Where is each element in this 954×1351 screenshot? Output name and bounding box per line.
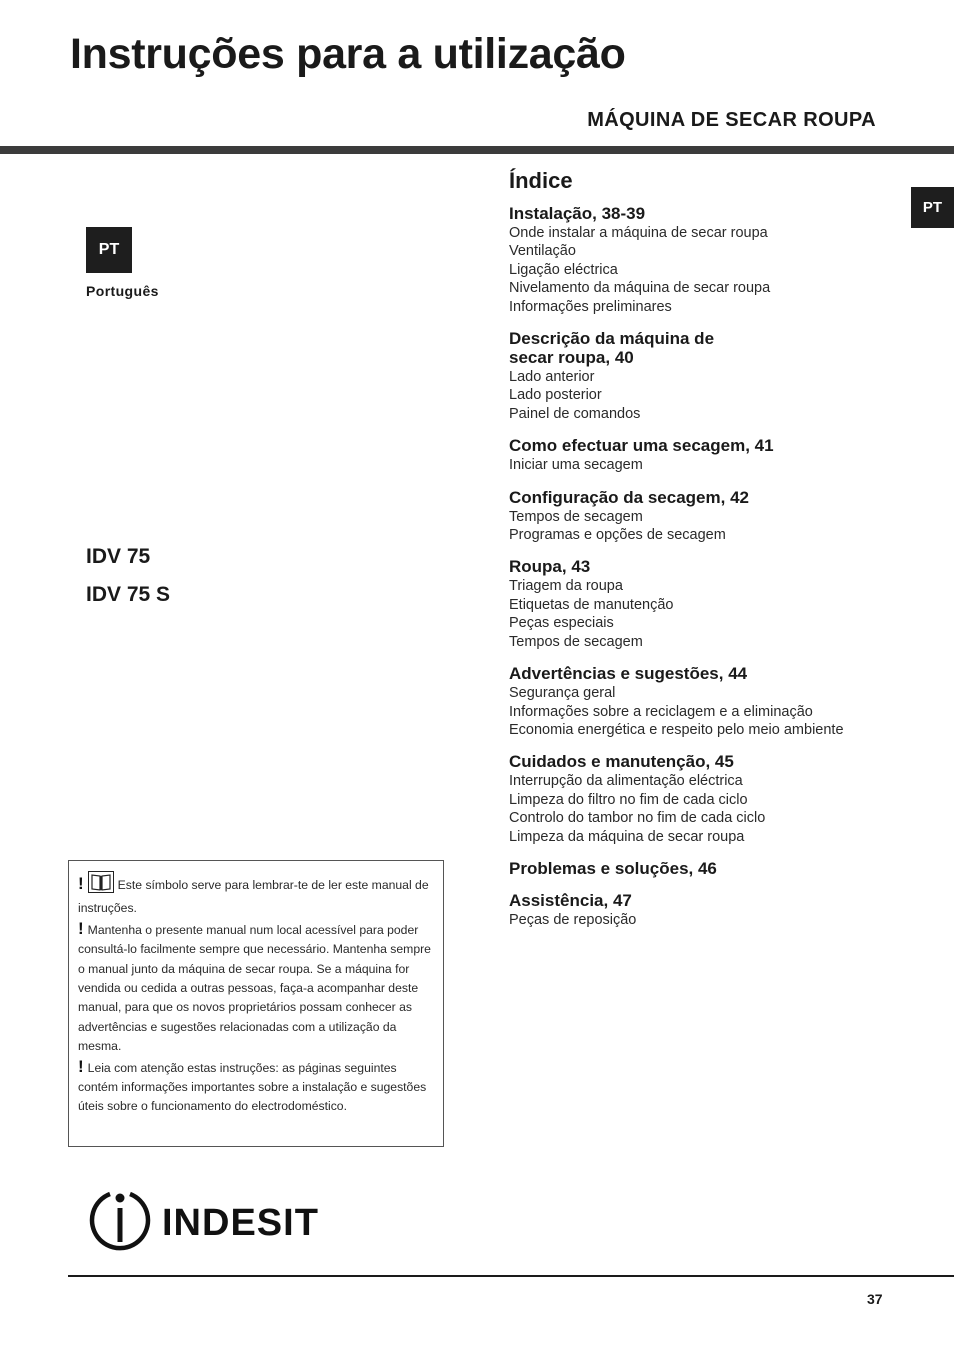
notice-text: Este símbolo serve para lembrar-te de ler este manual de instruções. bbox=[78, 878, 429, 916]
toc-section-title: Cuidados e manutenção, 45 bbox=[509, 752, 734, 772]
toc-item: Limpeza do filtro no fim de cada ciclo bbox=[509, 791, 748, 808]
toc-section-title: Roupa, 43 bbox=[509, 557, 591, 577]
notice-box bbox=[68, 860, 444, 1147]
toc-section bbox=[509, 329, 889, 423]
toc-section bbox=[509, 752, 889, 846]
toc-section bbox=[509, 488, 889, 545]
language-side-tab: PT bbox=[911, 187, 954, 228]
notice-text: Leia com atenção estas instruções: as páginas seguintes contém informações importantes sobre a instalação e sugestões úteis sobre o funcionamento do electrodoméstico. bbox=[78, 1060, 427, 1114]
toc-item: Peças especiais bbox=[509, 615, 614, 632]
notice-text: Mantenha o presente manual num local acessível para poder consultá-lo facilmente sempre que necessário. Mantenha sempre o manual junto da máquina de secar roupa. Se a máquina for vendida ou cedida a outras pessoas, faça-a acompanhar deste manual, para que os novos proprietários possam conhecer as advertências e sugestões relacionadas com a utilização da mesma. bbox=[78, 922, 431, 1054]
logo-text: INDESIT bbox=[162, 1202, 319, 1244]
language-label: Português bbox=[86, 283, 159, 299]
header-divider bbox=[0, 146, 954, 154]
toc-item: Nivelamento da máquina de secar roupa bbox=[509, 280, 771, 297]
book-icon bbox=[88, 871, 114, 899]
toc-section bbox=[509, 204, 889, 316]
exclamation-mark: ! bbox=[78, 874, 84, 893]
toc-section bbox=[509, 859, 889, 878]
page-title: Instruções para a utilização bbox=[70, 30, 626, 78]
toc-item: Painel de comandos bbox=[509, 405, 641, 422]
notice-paragraph bbox=[78, 919, 433, 1057]
toc-item: Tempos de secagem bbox=[509, 508, 643, 525]
toc-item: Informações preliminares bbox=[509, 298, 672, 315]
footer-divider bbox=[68, 1275, 954, 1277]
toc-section bbox=[509, 436, 889, 474]
toc-section-title: Instalação, 38-39 bbox=[509, 204, 646, 223]
toc-section-title: Advertências e sugestões, 44 bbox=[509, 664, 748, 684]
notice-paragraph bbox=[78, 1057, 433, 1117]
toc-section-title: Descrição da máquina de secar roupa, 40 bbox=[509, 329, 715, 368]
notice-paragraph bbox=[78, 871, 433, 919]
toc-item: Controlo do tambor no fim de cada ciclo bbox=[509, 810, 766, 827]
toc-section bbox=[509, 557, 889, 651]
toc-item: Tempos de secagem bbox=[509, 633, 643, 650]
toc-section bbox=[509, 664, 889, 739]
toc-section-title: Problemas e soluções, 46 bbox=[509, 858, 717, 878]
exclamation-mark: ! bbox=[78, 1056, 84, 1076]
toc-item: Ventilação bbox=[509, 243, 576, 260]
toc-item: Lado posterior bbox=[509, 387, 602, 404]
toc-item: Onde instalar a máquina de secar roupa bbox=[509, 225, 768, 241]
model-name: IDV 75 S bbox=[86, 583, 171, 606]
toc-item: Interrupção da alimentação eléctrica bbox=[509, 773, 743, 790]
indesit-logo bbox=[88, 1186, 328, 1252]
toc-item: Segurança geral bbox=[509, 685, 616, 702]
exclamation-mark: ! bbox=[78, 918, 84, 938]
toc-section-title: Assistência, 47 bbox=[509, 890, 632, 910]
toc-section bbox=[509, 891, 889, 929]
toc-item: Peças de reposição bbox=[509, 911, 637, 928]
indesit-logo-icon bbox=[92, 1194, 148, 1249]
toc-item: Informações sobre a reciclagem e a eliminação bbox=[509, 703, 813, 720]
page-number: 37 bbox=[867, 1291, 883, 1307]
toc-item: Programas e opções de secagem bbox=[509, 527, 726, 544]
table-of-contents bbox=[509, 168, 889, 942]
toc-item: Triagem da roupa bbox=[509, 578, 623, 595]
toc-sections bbox=[509, 204, 889, 929]
toc-section-title: Como efectuar uma secagem, 41 bbox=[509, 436, 774, 456]
page-subtitle: MÁQUINA DE SECAR ROUPA bbox=[587, 109, 876, 131]
toc-item: Etiquetas de manutenção bbox=[509, 596, 674, 613]
toc-item: Lado anterior bbox=[509, 369, 595, 386]
model-name: IDV 75 bbox=[86, 545, 151, 568]
language-badge: PT bbox=[86, 227, 132, 273]
toc-item: Economia energética e respeito pelo meio ambiente bbox=[509, 721, 844, 738]
toc-item: Ligação eléctrica bbox=[509, 261, 618, 278]
toc-section-title: Configuração da secagem, 42 bbox=[509, 487, 749, 507]
toc-heading: Índice bbox=[509, 168, 573, 193]
toc-item: Iniciar uma secagem bbox=[509, 457, 643, 474]
toc-item: Limpeza da máquina de secar roupa bbox=[509, 828, 745, 845]
